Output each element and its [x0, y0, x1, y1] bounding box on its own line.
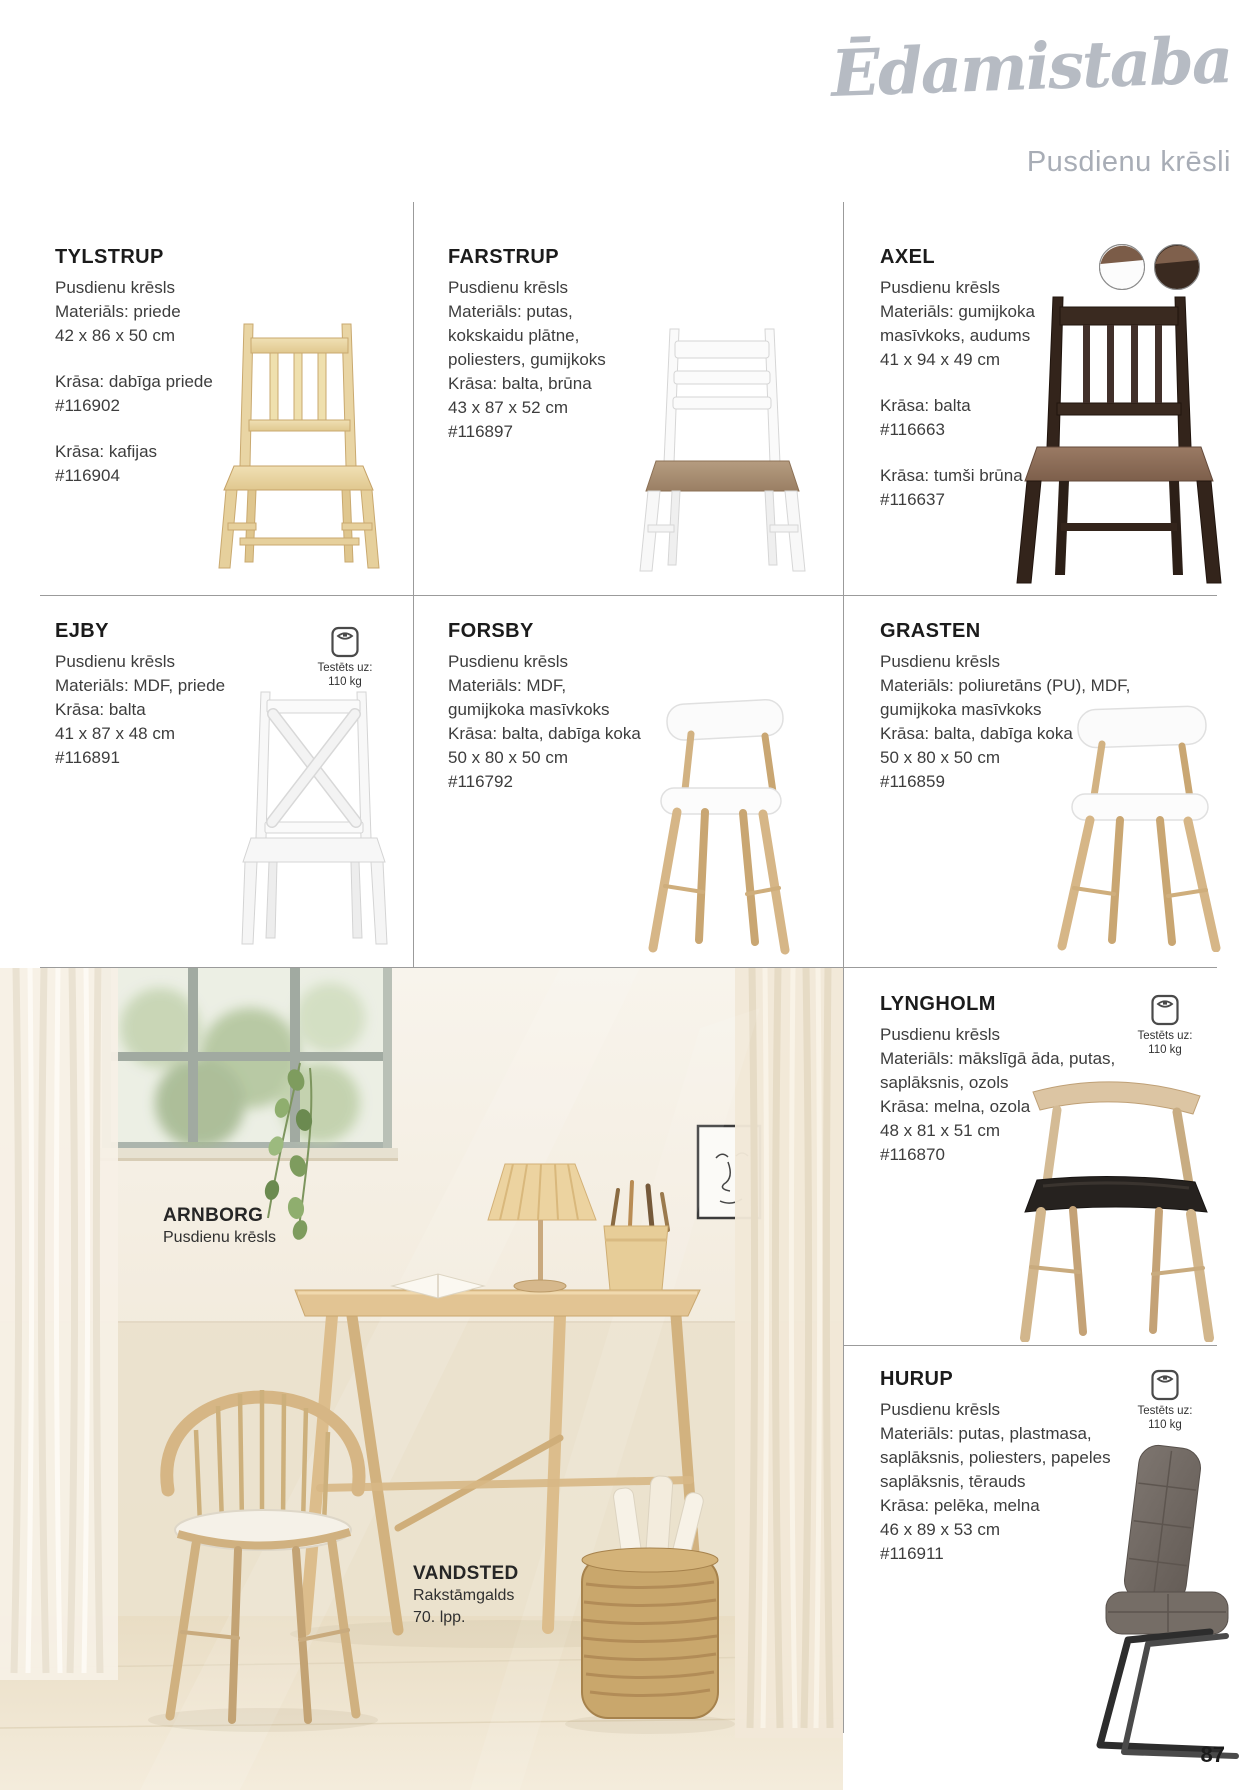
- page-number: 87: [1200, 1742, 1225, 1767]
- product-spec-line: Krāsa: balta, dabīga koka: [448, 724, 641, 743]
- product-title: FARSTRUP: [448, 246, 559, 268]
- product-spec-line: Pusdienu krēsls: [880, 1400, 1001, 1419]
- product-spec-line: Materiāls: putas,: [448, 302, 573, 321]
- column-divider: [413, 202, 414, 967]
- tylstrup-chair-image: [210, 318, 385, 573]
- product-title: EJBY: [55, 620, 109, 642]
- photo-label-vandsted: [413, 1563, 519, 1629]
- product-spec-line: Krāsa: melna, ozola: [880, 1097, 1031, 1116]
- product-spec-line: Pusdienu krēsls: [55, 652, 176, 671]
- product-article-number: #116637: [880, 490, 945, 509]
- photo-product-name: ARNBORG: [163, 1205, 264, 1226]
- product-spec-line: Pusdienu krēsls: [448, 278, 569, 297]
- product-spec-line: 50 x 80 x 50 cm: [448, 748, 569, 767]
- product-spec-line: Krāsa: balta: [55, 700, 146, 719]
- product-spec-line: poliesters, gumijkoks: [448, 350, 606, 369]
- room-photo: [0, 968, 843, 1790]
- product-article-number: #116902: [55, 396, 120, 415]
- tested-badge: [1115, 1368, 1215, 1432]
- photo-product-name: VANDSTED: [413, 1563, 519, 1584]
- product-spec-line: saplāksnis, tērauds: [880, 1472, 1026, 1491]
- photo-product-type: Rakstāmgalds: [413, 1587, 515, 1604]
- product-spec-line: Materiāls: MDF,: [448, 676, 567, 695]
- product-title: FORSBY: [448, 620, 534, 642]
- tested-badge: [1115, 993, 1215, 1057]
- product-spec-line: Materiāls: gumijkoka: [880, 302, 1035, 321]
- product-spec-line: Krāsa: pelēka, melna: [880, 1496, 1040, 1515]
- product-article-number: #116897: [448, 422, 513, 441]
- tested-value: 110 kg: [328, 676, 362, 688]
- photo-product-type: Pusdienu krēsls: [163, 1229, 276, 1246]
- scale-icon: [1150, 993, 1180, 1027]
- product-article-number: #116792: [448, 772, 513, 791]
- product-spec-line: 50 x 80 x 50 cm: [880, 748, 1001, 767]
- product-spec-line: Materiāls: MDF, priede: [55, 676, 226, 695]
- product-article-number: #116663: [880, 420, 945, 439]
- product-spec-line: Krāsa: balta, brūna: [448, 374, 592, 393]
- product-article-number: #116911: [880, 1544, 944, 1563]
- product-spec-line: Pusdienu krēsls: [55, 278, 176, 297]
- axel-color-swatch-brown: [1153, 243, 1201, 291]
- product-spec-line: Krāsa: balta, dabīga koka: [880, 724, 1073, 743]
- product-spec-line: Pusdienu krēsls: [880, 1025, 1001, 1044]
- hurup-chair-image: [1040, 1440, 1245, 1765]
- product-spec-line: masīvkoks, audums: [880, 326, 1031, 345]
- product-spec-line: 46 x 89 x 53 cm: [880, 1520, 1001, 1539]
- photo-label-arnborg: [163, 1205, 276, 1249]
- product-title: HURUP: [880, 1368, 954, 1390]
- tested-label: Testēts uz:: [1137, 1030, 1193, 1042]
- product-spec-line: Krāsa: balta: [880, 396, 971, 415]
- product-title: GRASTEN: [880, 620, 981, 642]
- grasten-chair-image: [1020, 700, 1235, 952]
- product-spec-line: saplāksnis, poliesters, papeles: [880, 1448, 1111, 1467]
- scale-icon: [330, 625, 360, 659]
- product-spec-line: kokskaidu plātne,: [448, 326, 580, 345]
- product-spec-line: gumijkoka masīvkoks: [880, 700, 1042, 719]
- product-spec-line: Krāsa: dabīga priede: [55, 372, 213, 391]
- photo-product-page-ref: 70. lpp.: [413, 1609, 466, 1626]
- product-spec-line: Materiāls: putas, plastmasa,: [880, 1424, 1092, 1443]
- tested-badge: [295, 625, 395, 689]
- product-title: LYNGHOLM: [880, 993, 996, 1015]
- ejby-chair-image: [235, 688, 395, 950]
- farstrup-chair-image: [630, 325, 815, 575]
- product-article-number: #116870: [880, 1145, 945, 1164]
- tested-label: Testēts uz:: [317, 662, 373, 674]
- product-spec-line: Materiāls: poliuretāns (PU), MDF,: [880, 676, 1131, 695]
- product-title: AXEL: [880, 246, 935, 268]
- product-spec-line: 48 x 81 x 51 cm: [880, 1121, 1001, 1140]
- scale-icon: [1150, 1368, 1180, 1402]
- forsby-chair-image: [615, 690, 820, 955]
- window: [96, 968, 398, 1161]
- product-spec-line: 41 x 94 x 49 cm: [880, 350, 1001, 369]
- lyngholm-chair-image: [995, 1062, 1235, 1342]
- product-article-number: #116904: [55, 466, 120, 485]
- tested-value: 110 kg: [1148, 1044, 1182, 1056]
- product-spec-line: Pusdienu krēsls: [448, 652, 569, 671]
- product-spec-line: Materiāls: mākslīgā āda, putas,: [880, 1049, 1116, 1068]
- product-spec-line: Krāsa: kafijas: [55, 442, 158, 461]
- product-spec-line: gumijkoka masīvkoks: [448, 700, 610, 719]
- axel-color-swatch-white: [1098, 243, 1146, 291]
- product-spec-line: 41 x 87 x 48 cm: [55, 724, 176, 743]
- product-title: TYLSTRUP: [55, 246, 164, 268]
- axel-chair-image: [1005, 295, 1235, 587]
- row-divider: [843, 1345, 1217, 1346]
- product-spec-line: Materiāls: priede: [55, 302, 181, 321]
- product-spec-line: Krāsa: tumši brūna: [880, 466, 1023, 485]
- section-subtitle: Pusdienu krēsli: [1026, 146, 1231, 178]
- row-divider: [40, 595, 1217, 596]
- tested-value: 110 kg: [1148, 1419, 1182, 1431]
- product-spec-line: 43 x 87 x 52 cm: [448, 398, 569, 417]
- product-spec-line: Pusdienu krēsls: [880, 278, 1001, 297]
- product-article-number: #116891: [55, 748, 120, 767]
- section-title: Ēdamistaba: [829, 23, 1233, 112]
- product-article-number: #116859: [880, 772, 945, 791]
- product-spec-line: Pusdienu krēsls: [880, 652, 1001, 671]
- product-spec-line: saplāksnis, ozols: [880, 1073, 1009, 1092]
- tested-label: Testēts uz:: [1137, 1405, 1193, 1417]
- curtain-left: [0, 968, 118, 1680]
- product-spec-line: 42 x 86 x 50 cm: [55, 326, 176, 345]
- curtain-right: [735, 968, 843, 1738]
